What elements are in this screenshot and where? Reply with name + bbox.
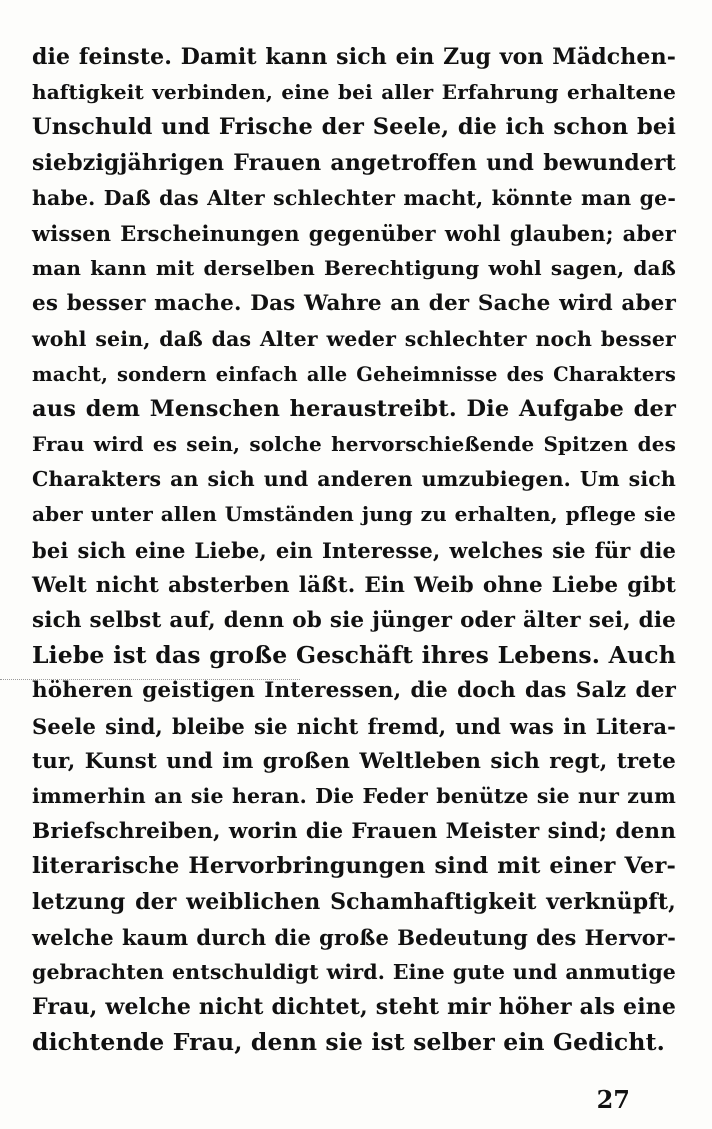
text-line-14: aber unter allen Umständen jung zu erhalten, pflege sie bbox=[32, 502, 676, 527]
text-line-5: habe. Daß das Alter schlechter macht, könnte man ge- bbox=[32, 185, 676, 210]
scan-dotted-mark bbox=[0, 679, 300, 680]
text-line-4: siebzigjährigen Frauen angetroffen und bewundert bbox=[32, 149, 676, 176]
body-text bbox=[32, 40, 676, 1060]
text-line-3: Unschuld und Frische der Seele, die ich schon bei bbox=[32, 114, 676, 141]
text-line-1: die feinste. Damit kann sich ein Zug von Mädchen- bbox=[32, 44, 676, 70]
text-line-29: dichtende Frau, denn sie ist selber ein Gedicht. bbox=[32, 1028, 665, 1057]
text-line-11: aus dem Menschen heraustreibt. Die Aufgabe der bbox=[32, 395, 676, 422]
text-line-6: wissen Erscheinungen gegenüber wohl glauben; aber bbox=[32, 220, 676, 246]
text-line-24: literarische Hervorbringungen sind mit einer Ver- bbox=[32, 853, 676, 880]
text-line-7: man kann mit derselben Berechtigung wohl sagen, daß bbox=[32, 256, 676, 281]
page-number: 27 bbox=[596, 1085, 630, 1114]
text-line-19: höheren geistigen Interessen, die doch das Salz der bbox=[32, 678, 676, 704]
text-line-27: gebrachten entschuldigt wird. Eine gute und anmutige bbox=[32, 959, 676, 984]
text-line-12: Frau wird es sein, solche hervorschießende Spitzen des bbox=[32, 432, 676, 457]
text-line-21: tur, Kunst und im großen Weltleben sich regt, trete bbox=[32, 748, 676, 774]
text-line-13: Charakters an sich und anderen umzubiegen. Um sich bbox=[32, 467, 676, 492]
text-line-23: Briefschreiben, worin die Frauen Meister sind; denn bbox=[32, 819, 676, 845]
text-line-26: welche kaum durch die große Bedeutung des Hervor- bbox=[32, 924, 676, 950]
text-line-20: Seele sind, bleibe sie nicht fremd, und was in Litera- bbox=[32, 713, 676, 739]
text-line-17: sich selbst auf, denn ob sie jünger oder älter sei, die bbox=[32, 608, 676, 633]
text-line-8: es besser mache. Das Wahre an der Sache wird aber bbox=[32, 291, 676, 317]
text-line-18: Liebe ist das große Geschäft ihres Lebens. Auch bbox=[32, 641, 676, 670]
text-line-10: macht, sondern einfach alle Geheimnisse des Charakters bbox=[32, 362, 676, 386]
text-line-22: immerhin an sie heran. Die Feder benütze sie nur zum bbox=[32, 783, 676, 808]
text-line-16: Welt nicht absterben läßt. Ein Weib ohne Liebe gibt bbox=[32, 572, 676, 598]
text-line-15: bei sich eine Liebe, ein Interesse, welches sie für die bbox=[32, 537, 676, 563]
text-line-25: letzung der weiblichen Schamhaftigkeit verknüpft, bbox=[32, 888, 676, 915]
text-line-9: wohl sein, daß das Alter weder schlechter noch besser bbox=[32, 326, 676, 351]
text-line-28: Frau, welche nicht dichtet, steht mir höher als eine bbox=[32, 994, 676, 1021]
text-line-2: haftigkeit verbinden, eine bei aller Erfahrung erhaltene bbox=[32, 80, 676, 105]
